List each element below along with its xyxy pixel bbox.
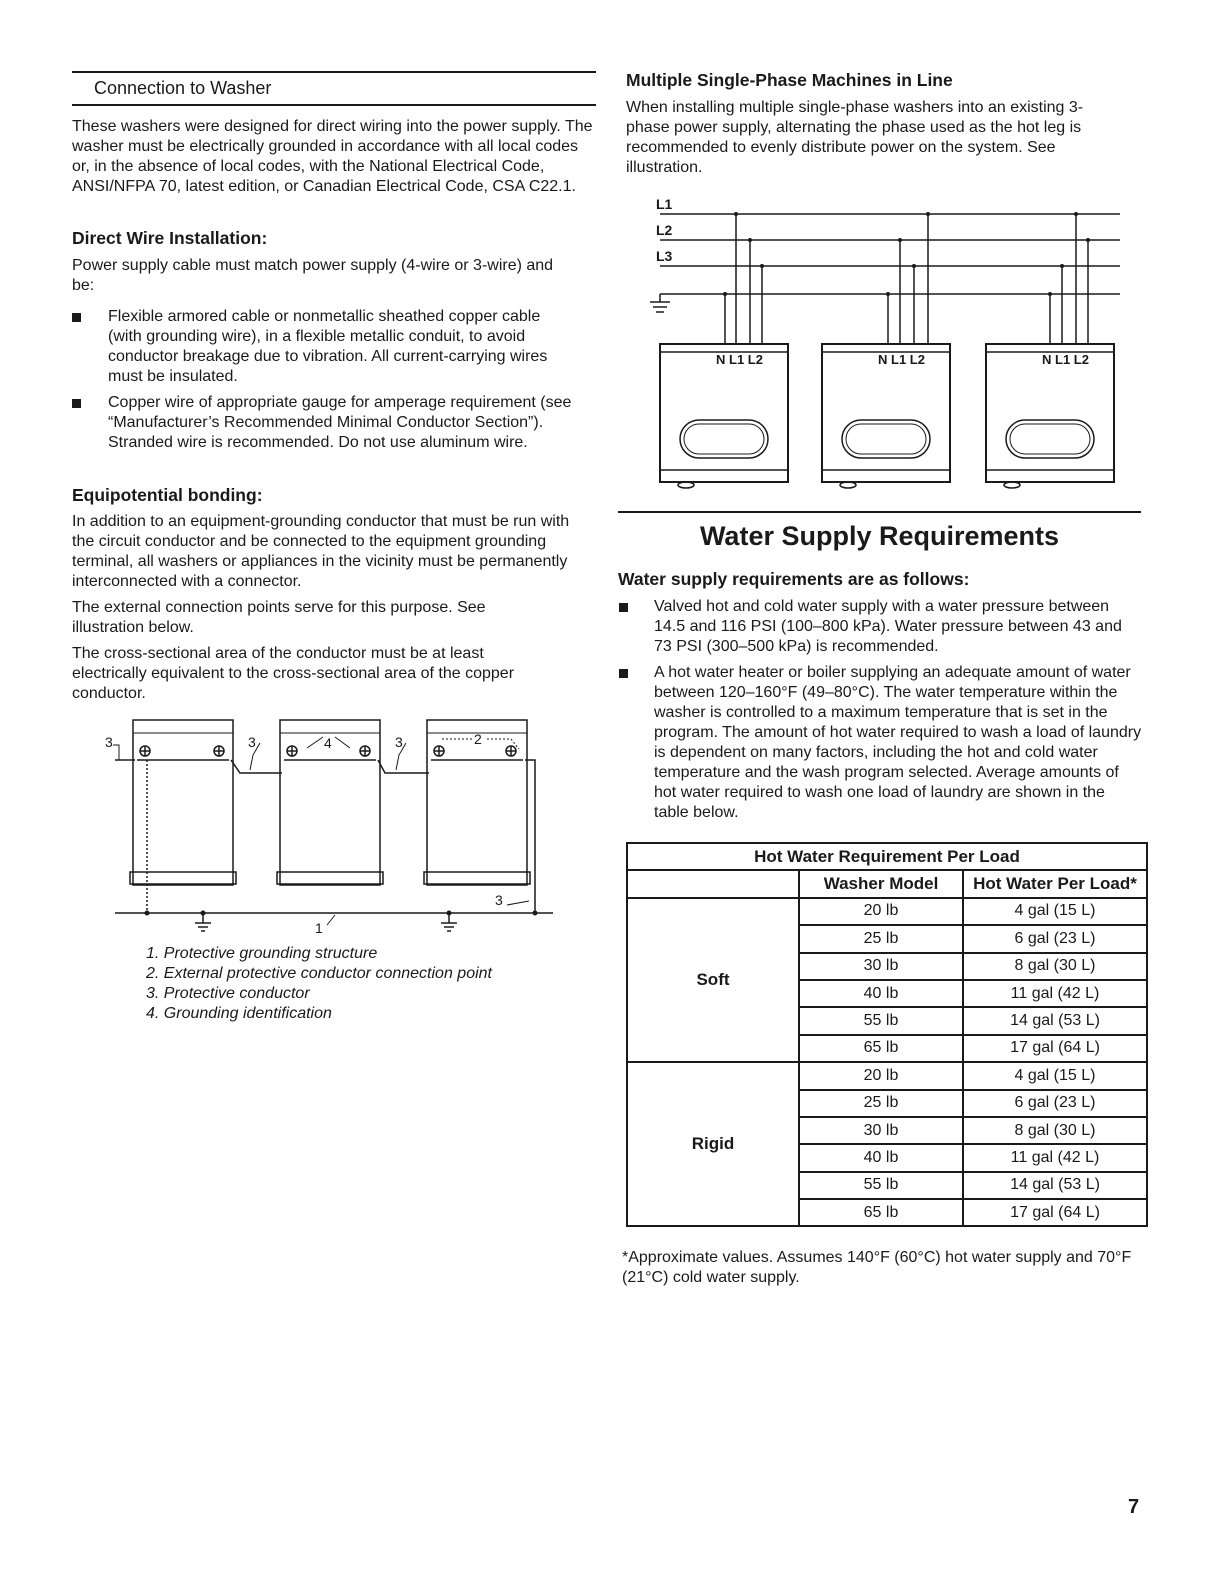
table-footnote: *Approximate values. Assumes 140°F (60°C) hot water supply and 70°F (21°C) cold water supply. xyxy=(622,1249,1132,1286)
table-cell-model: 40 lb xyxy=(799,1144,963,1171)
figure-label-3b: 3 xyxy=(248,734,256,750)
legend-item-3: 3. Protective conductor xyxy=(146,985,310,1002)
phase-label-l3: L3 xyxy=(656,248,673,264)
table-cell-model: 25 lb xyxy=(799,1090,963,1117)
table-header-hot-water: Hot Water Per Load* xyxy=(963,870,1147,897)
legend-item-1: 1. Protective grounding structure xyxy=(146,945,378,962)
water-bullet-1 xyxy=(619,597,1144,657)
intro-paragraph: These washers were designed for direct wiring into the power supply. The washer must be electrically grounded in accordance with all local codes or, in the absence of local codes, with the National Electrical Code, ANSI/NFPA 70, latest edition, or Canadian Electrical Code, CSA C22.1. xyxy=(72,118,593,195)
terminal-label-2: N L1 L2 xyxy=(878,352,925,367)
table-cell-water: 14 gal (53 L) xyxy=(963,1007,1147,1034)
water-bullet-2 xyxy=(619,663,1144,823)
equipotential-p1: In addition to an equipment-grounding conductor that must be run with the circuit conductor and be connected to the equipment grounding terminal, all washers or appliances in the vicinity must be permanently interconnected with a connector. xyxy=(72,513,570,590)
hot-water-table xyxy=(626,842,1148,1227)
table-cell-water: 8 gal (30 L) xyxy=(963,953,1147,980)
bullet-text: Flexible armored cable or nonmetallic sheathed copper cable (with grounding wire), in a flexible metallic conduit, to avoid conductor breakage due to vibration. All current-carrying wires must be insulated. xyxy=(108,308,548,385)
table-cell-water: 11 gal (42 L) xyxy=(963,1144,1147,1171)
water-title: Water Supply Requirements xyxy=(699,521,1060,551)
water-subheading: Water supply requirements are as follows: xyxy=(618,569,970,589)
bullet-icon xyxy=(619,669,628,678)
table-cell-model: 65 lb xyxy=(799,1035,963,1062)
page-number: 7 xyxy=(1128,1496,1140,1518)
bullet-icon xyxy=(619,603,628,612)
equipotential-p2: The external connection points serve for this purpose. See illustration below. xyxy=(72,599,486,636)
table-cell-water: 14 gal (53 L) xyxy=(963,1172,1147,1199)
table-header-model: Washer Model xyxy=(799,870,963,897)
terminal-label-1: N L1 L2 xyxy=(716,352,763,367)
figure-label-2: 2 xyxy=(474,731,482,747)
equipotential-p3: The cross-sectional area of the conductor must be at least electrically equivalent to the cross-sectional area of the copper conductor. xyxy=(72,645,515,702)
section-title: Connection to Washer xyxy=(94,78,272,98)
bullet-icon xyxy=(72,399,81,408)
table-cell-model: 30 lb xyxy=(799,1117,963,1144)
table-cell-model: 40 lb xyxy=(799,980,963,1007)
table-cell-model: 30 lb xyxy=(799,953,963,980)
table-cell-water: 4 gal (15 L) xyxy=(963,898,1147,925)
terminal-label-3: N L1 L2 xyxy=(1042,352,1089,367)
bullet-text: Valved hot and cold water supply with a water pressure between 14.5 and 116 PSI (100–800 kPa). Water pressure between 43 and 73 PSI (300–500 kPa) is recommended. xyxy=(654,598,1122,655)
legend-item-2: 2. External protective conductor connection point xyxy=(146,965,492,982)
direct-wire-text: Power supply cable must match power supply (4-wire or 3-wire) and be: xyxy=(72,257,554,294)
table-cell-model: 65 lb xyxy=(799,1199,963,1226)
multi-phase-heading: Multiple Single-Phase Machines in Line xyxy=(626,70,953,90)
equipotential-heading: Equipotential bonding: xyxy=(72,485,263,505)
direct-wire-heading: Direct Wire Installation: xyxy=(72,228,268,248)
table-cell-water: 17 gal (64 L) xyxy=(963,1199,1147,1226)
table-cell-model: 25 lb xyxy=(799,925,963,952)
direct-wire-bullet-1 xyxy=(72,307,592,387)
table-header-empty xyxy=(627,870,799,897)
legend-item-4: 4. Grounding identification xyxy=(146,1005,332,1022)
table-cell-water: 6 gal (23 L) xyxy=(963,1090,1147,1117)
bonding-illustration xyxy=(95,715,565,945)
figure-label-3a: 3 xyxy=(105,734,113,750)
bullet-icon xyxy=(72,313,81,322)
table-cell-model: 20 lb xyxy=(799,898,963,925)
wiring-illustration xyxy=(640,192,1130,502)
phase-label-l2: L2 xyxy=(656,222,673,238)
table-cell-water: 17 gal (64 L) xyxy=(963,1035,1147,1062)
multi-phase-text: When installing multiple single-phase washers into an existing 3-phase power supply, alternating the phase used as the hot leg is recommended to evenly distribute power on the system. See illustration. xyxy=(626,99,1084,176)
table-cell-model: 20 lb xyxy=(799,1062,963,1089)
figure-label-1: 1 xyxy=(315,920,323,936)
figure-label-4: 4 xyxy=(324,735,332,751)
water-section-rule xyxy=(618,511,1141,513)
figure-label-3c: 3 xyxy=(395,734,403,750)
bullet-text: Copper wire of appropriate gauge for amperage requirement (see “Manufacturer’s Recommended Minimal Conductor Section”). Stranded wire is recommended. Do not use aluminum wire. xyxy=(108,394,572,451)
figure-label-3d: 3 xyxy=(495,892,503,908)
table-cell-water: 11 gal (42 L) xyxy=(963,980,1147,1007)
group-soft: Soft xyxy=(627,898,799,1062)
table-cell-model: 55 lb xyxy=(799,1172,963,1199)
phase-label-l1: L1 xyxy=(656,196,673,212)
table-cell-water: 8 gal (30 L) xyxy=(963,1117,1147,1144)
direct-wire-bullet-2 xyxy=(72,393,592,453)
table-cell-water: 4 gal (15 L) xyxy=(963,1062,1147,1089)
table-title: Hot Water Requirement Per Load xyxy=(627,843,1147,870)
table-cell-water: 6 gal (23 L) xyxy=(963,925,1147,952)
table-cell-model: 55 lb xyxy=(799,1007,963,1034)
bullet-text: A hot water heater or boiler supplying an adequate amount of water between 120–160°F (49–80°C). The water temperature within the washer is controlled to a maximum temperature that is set in the program. The amount of hot water required to wash a load of laundry is dependent on many factors, including the hot and cold water temperature and the wash program selected. Average amounts of hot water required to wash one load of laundry are shown in the table below. xyxy=(654,664,1142,821)
section-bottom-rule xyxy=(72,104,596,106)
section-top-rule xyxy=(72,71,596,73)
group-rigid: Rigid xyxy=(627,1062,799,1226)
